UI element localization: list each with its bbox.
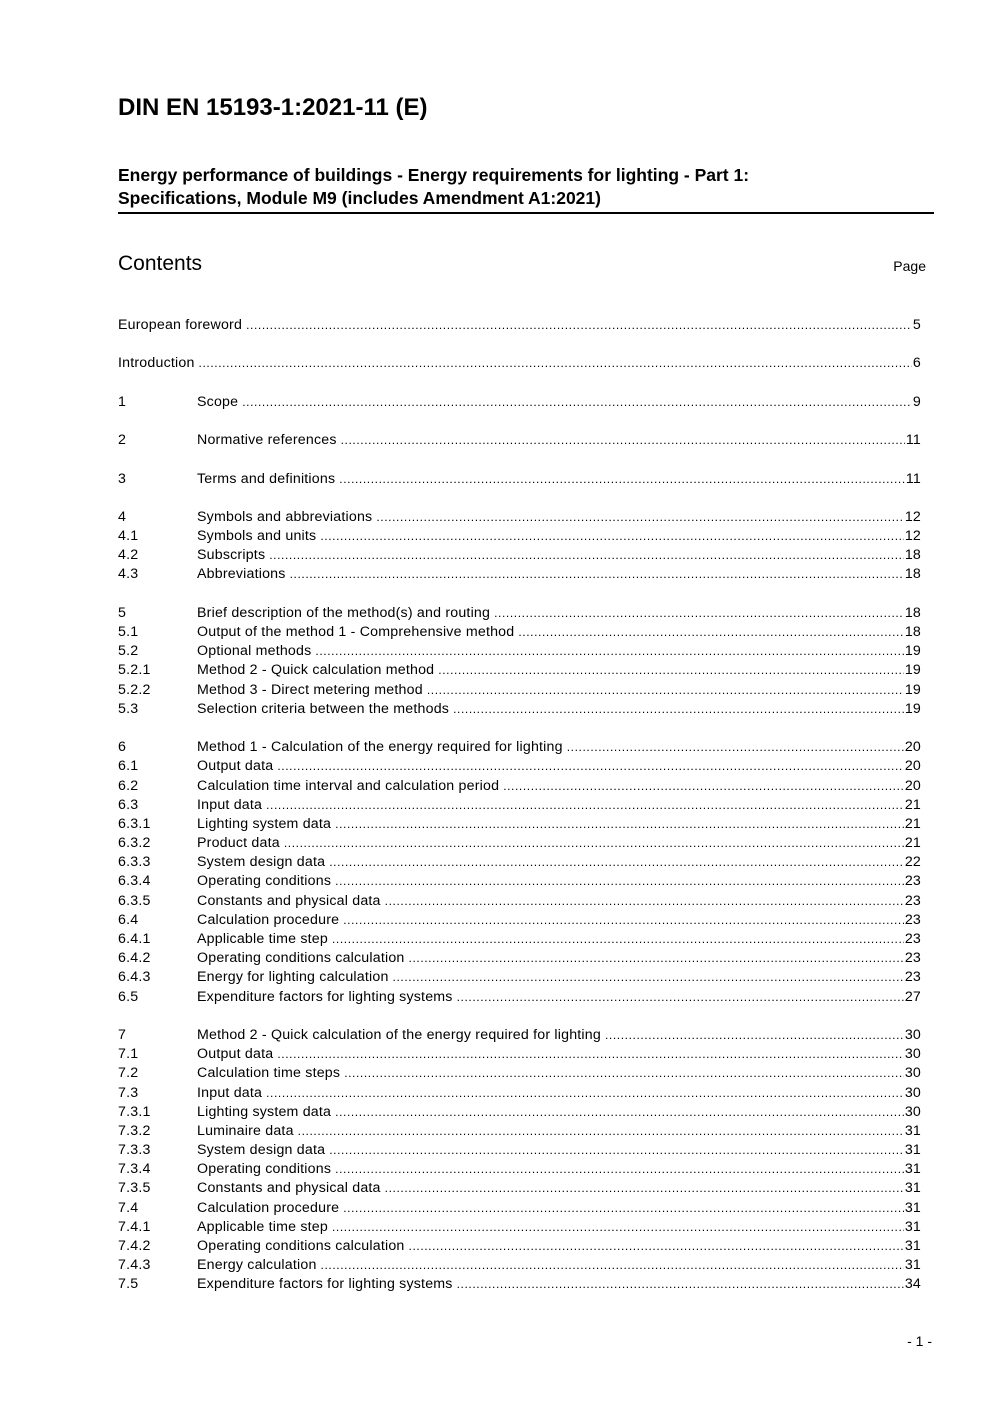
toc-entry-title: Applicable time step bbox=[197, 1218, 328, 1235]
toc-entry-title: Normative references bbox=[197, 432, 337, 449]
toc-entry[interactable] bbox=[118, 777, 921, 796]
toc-entry-page: 5 bbox=[912, 317, 921, 333]
table-of-contents bbox=[118, 316, 921, 1295]
toc-entry-page: 30 bbox=[904, 1103, 921, 1120]
toc-entry-title: Terms and definitions bbox=[197, 470, 336, 487]
toc-entry-number: 7.3 bbox=[118, 1084, 139, 1101]
toc-dot-leader bbox=[277, 1045, 903, 1064]
toc-dot-leader bbox=[518, 623, 903, 642]
document-title-line-1: Energy performance of buildings - Energy requirements for lighting - Part 1: bbox=[118, 165, 750, 185]
toc-entry-page: 19 bbox=[904, 681, 921, 698]
toc-dot-leader bbox=[457, 1275, 904, 1294]
toc-entry-page: 6 bbox=[912, 355, 921, 372]
toc-entry-title: Selection criteria between the methods bbox=[197, 700, 450, 717]
toc-entry-number: 7.4.2 bbox=[118, 1238, 151, 1254]
toc-dot-leader bbox=[266, 1084, 904, 1103]
toc-dot-leader bbox=[332, 930, 904, 949]
page-number: - 1 - bbox=[907, 1333, 932, 1349]
toc-entry-title: Luminaire data bbox=[197, 1122, 294, 1139]
toc-dot-leader bbox=[298, 1122, 904, 1141]
toc-entry-title: Method 3 - Direct metering method bbox=[197, 681, 423, 698]
toc-entry-page: 31 bbox=[904, 1161, 921, 1178]
toc-entry-number: 7.3.5 bbox=[118, 1180, 151, 1197]
toc-entry-page: 19 bbox=[904, 700, 921, 717]
toc-entry-number: 6.4 bbox=[118, 911, 139, 928]
toc-entry-title: Operating conditions bbox=[197, 1161, 332, 1178]
toc-dot-leader bbox=[335, 1103, 904, 1122]
toc-entry-title: Lighting system data bbox=[197, 1103, 332, 1120]
toc-entry-number: 6.2 bbox=[118, 777, 139, 794]
document-title bbox=[118, 164, 934, 214]
toc-dot-leader bbox=[376, 508, 903, 527]
toc-entry[interactable] bbox=[118, 354, 921, 373]
toc-dot-leader bbox=[277, 757, 903, 776]
toc-entry-page: 9 bbox=[912, 393, 921, 410]
toc-entry-page: 31 bbox=[904, 1218, 921, 1235]
toc-entry-page: 23 bbox=[904, 873, 921, 890]
toc-entry-page: 23 bbox=[904, 892, 921, 909]
toc-entry-number: 5.3 bbox=[118, 700, 139, 717]
toc-entry-title: Operating conditions calculation bbox=[197, 1238, 405, 1254]
toc-entry-page: 23 bbox=[904, 950, 921, 967]
toc-dot-leader bbox=[335, 872, 904, 891]
toc-entry-number: 6.3.5 bbox=[118, 892, 151, 909]
toc-entry-number: 4.3 bbox=[118, 566, 139, 583]
toc-entry-number: 7.3.4 bbox=[118, 1161, 151, 1178]
toc-entry-title: Method 2 - Quick calculation of the energy required for lighting bbox=[197, 1026, 601, 1043]
toc-dot-leader bbox=[457, 988, 904, 1007]
toc-entry-number: 6.4.1 bbox=[118, 931, 151, 947]
toc-entry-page: 30 bbox=[904, 1065, 921, 1082]
toc-entry-number: 5.2.2 bbox=[118, 681, 151, 698]
toc-entry-page: 18 bbox=[904, 604, 921, 621]
toc-dot-leader bbox=[335, 1160, 904, 1179]
toc-entry-number: 7.2 bbox=[118, 1065, 139, 1082]
toc-entry-title: European foreword bbox=[118, 317, 243, 333]
toc-entry-number: 7.4 bbox=[118, 1199, 139, 1216]
toc-dot-leader bbox=[567, 738, 904, 757]
toc-entry[interactable] bbox=[118, 1256, 921, 1275]
toc-dot-leader bbox=[344, 1064, 904, 1083]
toc-entry[interactable] bbox=[118, 757, 921, 776]
toc-entry-title: System design data bbox=[197, 854, 326, 871]
toc-entry-page: 18 bbox=[904, 566, 921, 583]
toc-entry-page: 23 bbox=[904, 931, 921, 947]
toc-entry-page: 21 bbox=[904, 815, 921, 832]
toc-entry-number: 6.3.2 bbox=[118, 835, 151, 852]
toc-entry[interactable] bbox=[118, 968, 921, 987]
toc-entry[interactable] bbox=[118, 892, 921, 911]
toc-entry[interactable] bbox=[118, 911, 921, 930]
toc-entry-title: Input data bbox=[197, 796, 263, 813]
toc-dot-leader bbox=[242, 393, 912, 412]
toc-entry-number: 6.3.4 bbox=[118, 873, 151, 890]
toc-entry[interactable] bbox=[118, 1141, 921, 1160]
toc-entry-page: 31 bbox=[904, 1199, 921, 1216]
toc-entry-number: 6.3.1 bbox=[118, 815, 151, 832]
toc-dot-leader bbox=[199, 354, 912, 373]
toc-dot-leader bbox=[453, 700, 904, 719]
toc-entry[interactable] bbox=[118, 949, 921, 968]
toc-dot-leader bbox=[341, 431, 905, 450]
toc-entry[interactable] bbox=[118, 834, 921, 853]
toc-entry[interactable] bbox=[118, 527, 921, 546]
toc-entry-number: 7.3.1 bbox=[118, 1103, 151, 1120]
toc-dot-leader bbox=[605, 1026, 904, 1045]
toc-entry[interactable] bbox=[118, 796, 921, 815]
toc-entry-number: 7.5 bbox=[118, 1276, 139, 1293]
toc-entry-number: 6.3.3 bbox=[118, 854, 151, 871]
toc-entry-page: 12 bbox=[904, 508, 921, 525]
toc-entry-number: 7 bbox=[118, 1026, 127, 1043]
toc-entry-number: 7.1 bbox=[118, 1046, 139, 1063]
toc-entry[interactable] bbox=[118, 316, 921, 335]
toc-entry[interactable] bbox=[118, 872, 921, 891]
toc-entry-page: 19 bbox=[904, 643, 921, 660]
toc-dot-leader bbox=[343, 911, 904, 930]
toc-entry-title: Input data bbox=[197, 1084, 263, 1101]
toc-dot-leader bbox=[409, 949, 904, 968]
toc-entry-page: 12 bbox=[904, 528, 921, 545]
toc-entry[interactable] bbox=[118, 1122, 921, 1141]
toc-entry[interactable] bbox=[118, 1084, 921, 1103]
toc-entry-page: 20 bbox=[904, 739, 921, 756]
toc-dot-leader bbox=[385, 1179, 904, 1198]
toc-dot-leader bbox=[332, 1218, 904, 1237]
toc-dot-leader bbox=[503, 777, 904, 796]
toc-entry[interactable] bbox=[118, 623, 921, 642]
toc-dot-leader bbox=[329, 853, 904, 872]
toc-entry-page: 19 bbox=[904, 662, 921, 679]
toc-entry-page: 30 bbox=[904, 1026, 921, 1043]
toc-dot-leader bbox=[266, 796, 904, 815]
toc-entry[interactable] bbox=[118, 470, 921, 489]
contents-heading: Contents bbox=[118, 252, 203, 275]
toc-entry-title: Output data bbox=[197, 758, 274, 775]
toc-dot-leader bbox=[339, 470, 905, 489]
toc-dot-leader bbox=[320, 527, 903, 546]
toc-entry-title: Applicable time step bbox=[197, 931, 328, 947]
toc-entry-title: Introduction bbox=[118, 355, 195, 372]
toc-entry[interactable] bbox=[118, 1218, 921, 1237]
toc-entry[interactable] bbox=[118, 1179, 921, 1198]
toc-dot-leader bbox=[284, 834, 904, 853]
toc-entry-number: 2 bbox=[118, 432, 127, 449]
toc-entry-page: 27 bbox=[904, 988, 921, 1005]
toc-entry-number: 7.3.3 bbox=[118, 1142, 151, 1159]
toc-dot-leader bbox=[315, 642, 903, 661]
toc-entry-number: 6 bbox=[118, 739, 127, 756]
toc-dot-leader bbox=[409, 1237, 904, 1256]
toc-entry[interactable] bbox=[118, 988, 921, 1007]
toc-entry-number: 4.1 bbox=[118, 528, 139, 545]
toc-dot-leader bbox=[438, 661, 904, 680]
toc-entry-page: 18 bbox=[904, 547, 921, 564]
toc-entry-number: 5.2.1 bbox=[118, 662, 151, 679]
toc-entry[interactable] bbox=[118, 508, 921, 527]
toc-entry-page: 11 bbox=[905, 470, 921, 487]
toc-dot-leader bbox=[335, 815, 904, 834]
toc-dot-leader bbox=[393, 968, 904, 987]
toc-entry-page: 31 bbox=[904, 1180, 921, 1197]
toc-entry-title: Calculation procedure bbox=[197, 911, 340, 928]
toc-dot-leader bbox=[246, 316, 912, 335]
toc-entry-page: 20 bbox=[904, 758, 921, 775]
toc-entry-page: 30 bbox=[904, 1084, 921, 1101]
toc-entry-number: 6.5 bbox=[118, 988, 139, 1005]
document-id: DIN EN 15193-1:2021-11 (E) bbox=[118, 94, 428, 121]
toc-entry-title: Symbols and abbreviations bbox=[197, 508, 373, 525]
toc-entry-number: 6.3 bbox=[118, 796, 139, 813]
toc-entry-page: 18 bbox=[904, 624, 921, 640]
toc-entry-title: Constants and physical data bbox=[197, 1180, 381, 1197]
toc-entry-title: Calculation time interval and calculation period bbox=[197, 777, 500, 794]
toc-entry-number: 7.4.1 bbox=[118, 1218, 151, 1235]
toc-entry-title: Symbols and units bbox=[197, 528, 317, 545]
toc-entry-title: Operating conditions calculation bbox=[197, 950, 405, 967]
toc-entry-title: Brief description of the method(s) and routing bbox=[197, 604, 491, 621]
toc-entry-title: Subscripts bbox=[197, 547, 266, 564]
toc-entry-number: 4 bbox=[118, 508, 127, 525]
toc-entry-title: Output of the method 1 - Comprehensive method bbox=[197, 624, 515, 640]
toc-entry-title: Method 1 - Calculation of the energy required for lighting bbox=[197, 739, 563, 756]
toc-entry[interactable] bbox=[118, 546, 921, 565]
toc-entry[interactable] bbox=[118, 1160, 921, 1179]
toc-entry-page: 34 bbox=[904, 1276, 921, 1293]
toc-entry-number: 5.2 bbox=[118, 643, 139, 660]
toc-entry-title: Optional methods bbox=[197, 643, 312, 660]
toc-entry-title: Energy calculation bbox=[197, 1257, 317, 1274]
toc-entry[interactable] bbox=[118, 681, 921, 700]
toc-dot-leader bbox=[385, 892, 904, 911]
toc-entry-number: 6.1 bbox=[118, 758, 139, 775]
toc-entry-title: Output data bbox=[197, 1046, 274, 1063]
toc-entry[interactable] bbox=[118, 642, 921, 661]
toc-entry[interactable] bbox=[118, 604, 921, 623]
toc-entry-number: 6.4.2 bbox=[118, 950, 151, 967]
toc-entry[interactable] bbox=[118, 1275, 921, 1294]
toc-entry-page: 30 bbox=[904, 1046, 921, 1063]
toc-entry[interactable] bbox=[118, 815, 921, 834]
toc-entry[interactable] bbox=[118, 738, 921, 757]
toc-entry-title: Scope bbox=[197, 393, 239, 410]
toc-entry-page: 11 bbox=[905, 432, 921, 449]
toc-entry-title: Expenditure factors for lighting systems bbox=[197, 988, 453, 1005]
toc-entry[interactable] bbox=[118, 1064, 921, 1083]
toc-entry[interactable] bbox=[118, 1026, 921, 1045]
toc-entry-page: 21 bbox=[904, 835, 921, 852]
toc-entry[interactable] bbox=[118, 700, 921, 719]
toc-entry-title: Method 2 - Quick calculation method bbox=[197, 662, 435, 679]
toc-entry-number: 1 bbox=[118, 393, 127, 410]
toc-entry-page: 20 bbox=[904, 777, 921, 794]
toc-entry[interactable] bbox=[118, 393, 921, 412]
toc-entry-page: 31 bbox=[904, 1257, 921, 1274]
toc-entry-page: 23 bbox=[904, 969, 921, 986]
toc-entry-page: 31 bbox=[904, 1142, 921, 1159]
toc-entry-number: 7.4.3 bbox=[118, 1257, 151, 1274]
toc-entry-number: 3 bbox=[118, 470, 127, 487]
toc-entry[interactable] bbox=[118, 853, 921, 872]
toc-entry-title: Constants and physical data bbox=[197, 892, 381, 909]
toc-entry-title: Energy for lighting calculation bbox=[197, 969, 389, 986]
toc-entry[interactable] bbox=[118, 565, 921, 584]
toc-entry-title: Abbreviations bbox=[197, 566, 286, 583]
toc-entry-number: 5 bbox=[118, 604, 127, 621]
toc-dot-leader bbox=[321, 1256, 904, 1275]
toc-entry-page: 23 bbox=[904, 911, 921, 928]
toc-entry[interactable] bbox=[118, 930, 921, 949]
toc-entry-number: 5.1 bbox=[118, 624, 139, 640]
toc-entry-title: Operating conditions bbox=[197, 873, 332, 890]
toc-dot-leader bbox=[329, 1141, 904, 1160]
document-title-line-2: Specifications, Module M9 (includes Amendment A1:2021) bbox=[118, 188, 601, 208]
toc-entry-title: Product data bbox=[197, 835, 280, 852]
toc-entry[interactable] bbox=[118, 661, 921, 680]
toc-entry[interactable] bbox=[118, 1199, 921, 1218]
toc-entry[interactable] bbox=[118, 1237, 921, 1256]
toc-entry-number: 4.2 bbox=[118, 547, 139, 564]
toc-entry-title: Expenditure factors for lighting systems bbox=[197, 1276, 453, 1293]
toc-entry[interactable] bbox=[118, 431, 921, 450]
toc-entry-number: 7.3.2 bbox=[118, 1122, 151, 1139]
toc-entry-page: 22 bbox=[904, 854, 921, 871]
toc-dot-leader bbox=[269, 546, 904, 565]
page-column-label: Page bbox=[893, 258, 926, 274]
toc-entry-title: System design data bbox=[197, 1142, 326, 1159]
toc-dot-leader bbox=[343, 1199, 904, 1218]
toc-entry-page: 31 bbox=[904, 1122, 921, 1139]
toc-entry-page: 31 bbox=[904, 1238, 921, 1254]
toc-entry-title: Calculation time steps bbox=[197, 1065, 341, 1082]
toc-dot-leader bbox=[494, 604, 904, 623]
toc-entry-title: Calculation procedure bbox=[197, 1199, 340, 1216]
toc-entry[interactable] bbox=[118, 1045, 921, 1064]
toc-entry-title: Lighting system data bbox=[197, 815, 332, 832]
toc-entry-page: 21 bbox=[904, 796, 921, 813]
toc-entry[interactable] bbox=[118, 1103, 921, 1122]
toc-dot-leader bbox=[427, 681, 904, 700]
toc-dot-leader bbox=[290, 565, 904, 584]
toc-entry-number: 6.4.3 bbox=[118, 969, 151, 986]
